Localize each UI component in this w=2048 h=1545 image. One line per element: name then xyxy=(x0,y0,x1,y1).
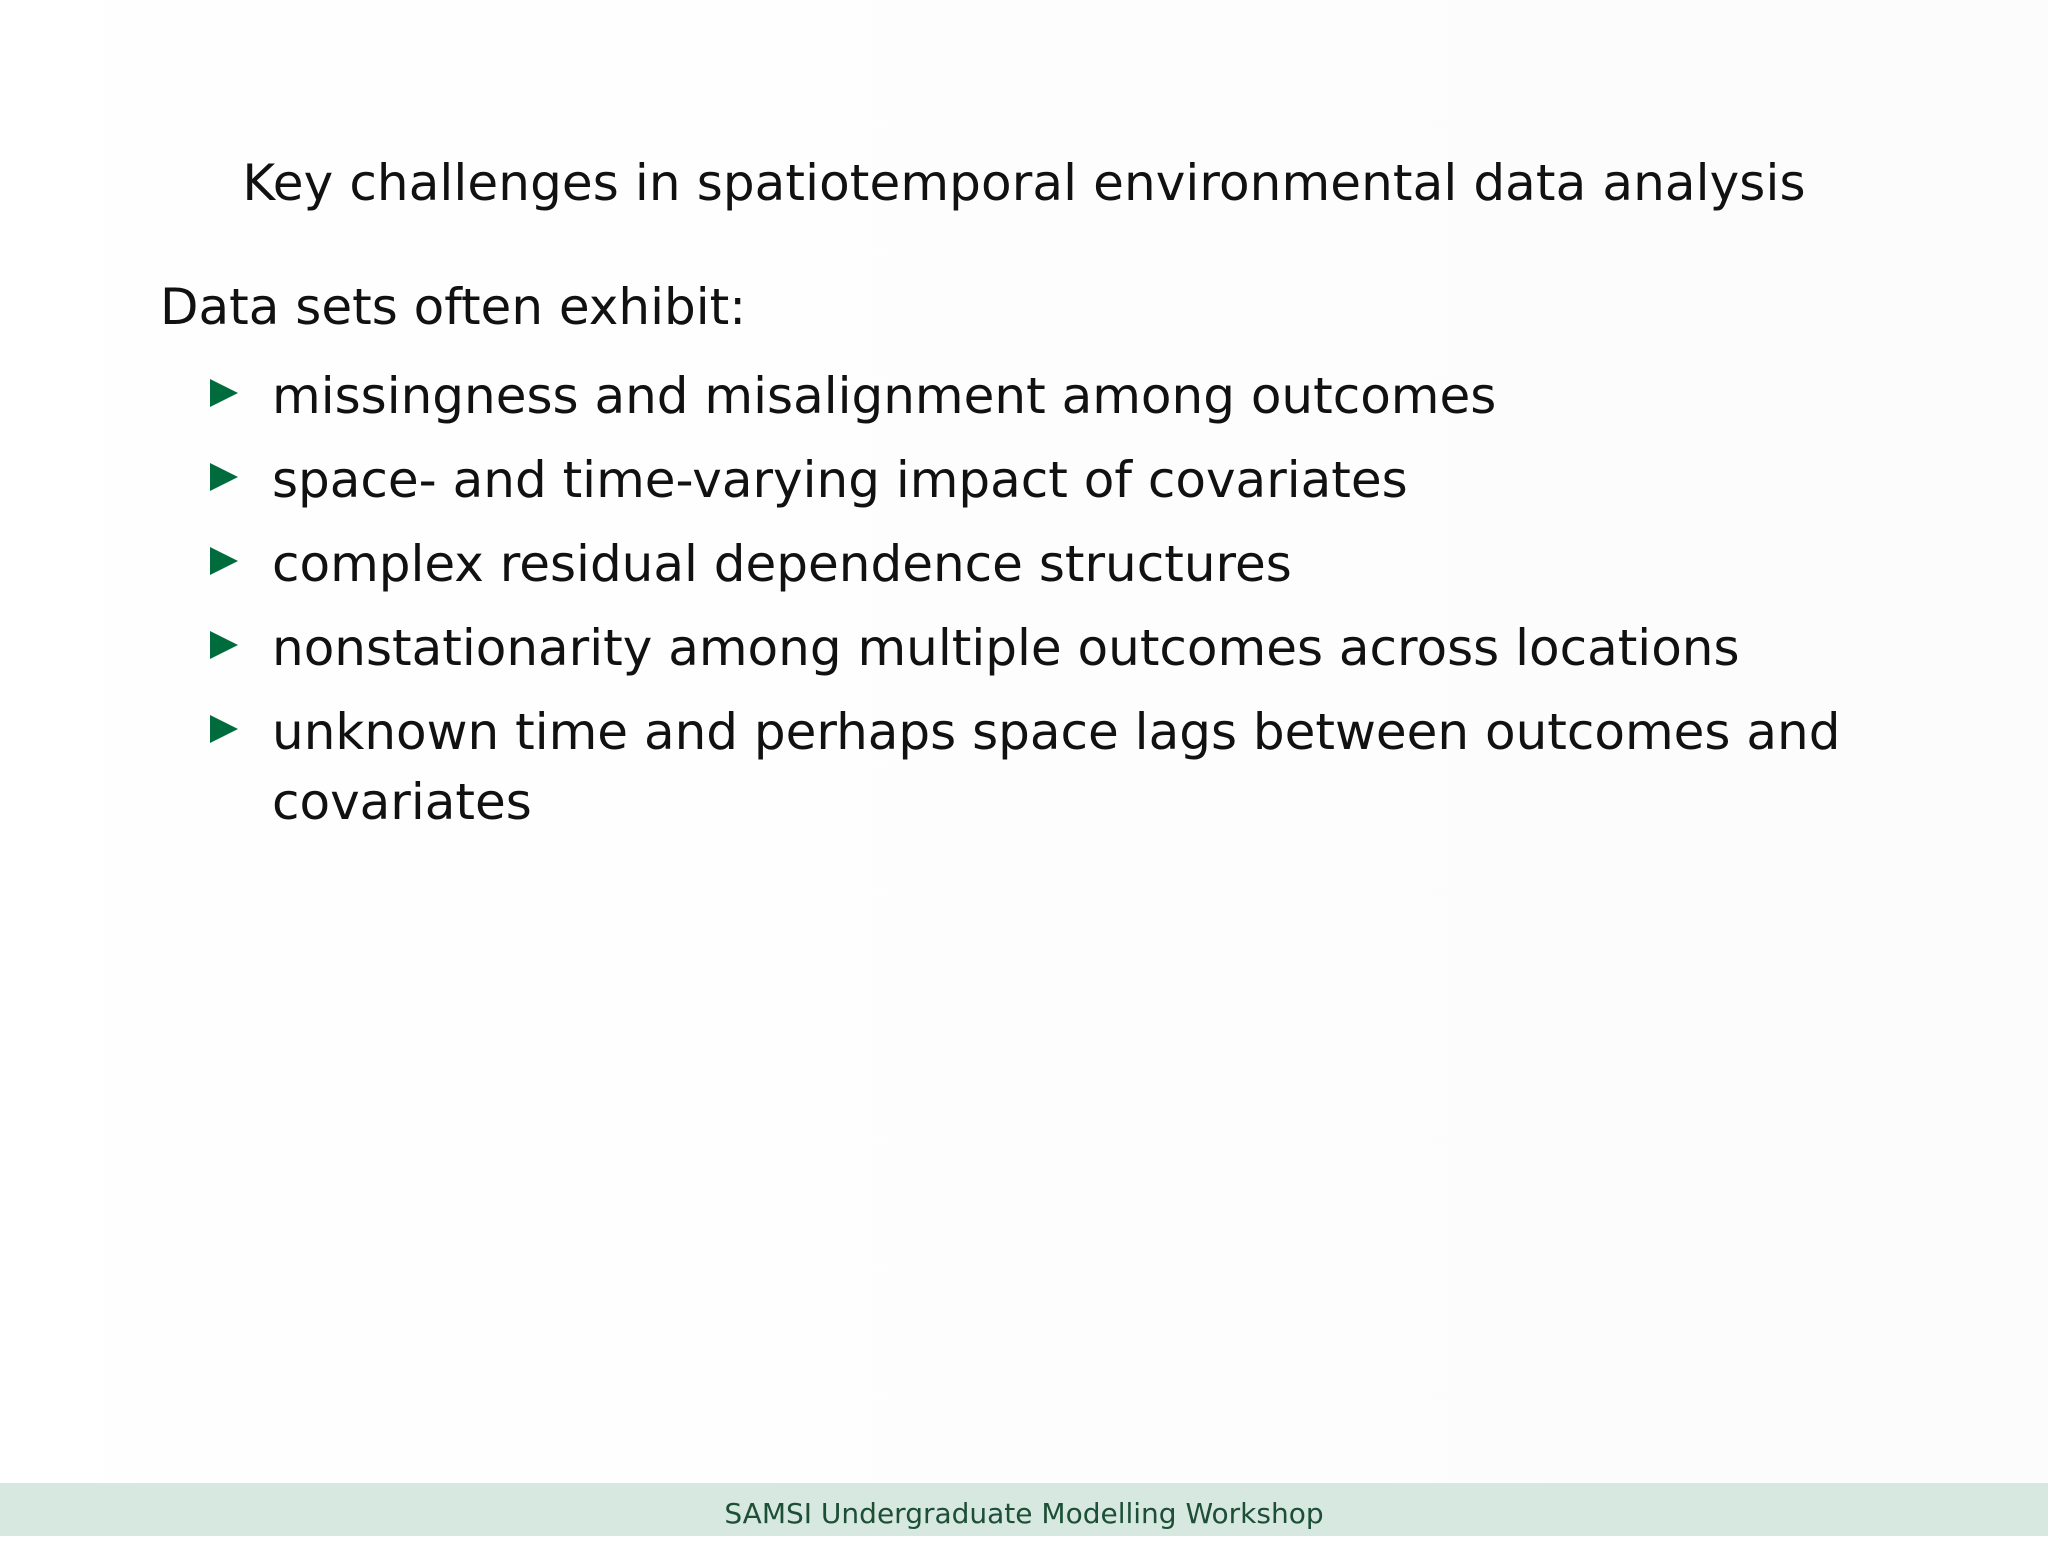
challenge-item xyxy=(204,445,1904,515)
challenge-list xyxy=(204,361,1904,837)
challenge-text: unknown time and perhaps space lags between outcomes and covariates xyxy=(272,703,1841,831)
intro-text: Data sets often exhibit: xyxy=(160,278,747,336)
play-triangle-icon xyxy=(204,541,244,581)
challenge-item xyxy=(204,361,1904,431)
challenge-item xyxy=(204,697,1904,837)
challenge-item xyxy=(204,613,1904,683)
challenge-text: nonstationarity among multiple outcomes across locations xyxy=(272,619,1740,677)
challenge-text: space- and time-varying impact of covariates xyxy=(272,451,1408,509)
play-triangle-icon xyxy=(204,373,244,413)
play-triangle-icon xyxy=(204,709,244,749)
play-triangle-icon xyxy=(204,457,244,497)
slide-title: Key challenges in spatiotemporal environmental data analysis xyxy=(242,154,1806,212)
footer-bar: SAMSI Undergraduate Modelling Workshop xyxy=(0,1483,2048,1536)
challenge-item xyxy=(204,529,1904,599)
challenge-text: missingness and misalignment among outcomes xyxy=(272,367,1497,425)
challenge-text: complex residual dependence structures xyxy=(272,535,1292,593)
play-triangle-icon xyxy=(204,625,244,665)
